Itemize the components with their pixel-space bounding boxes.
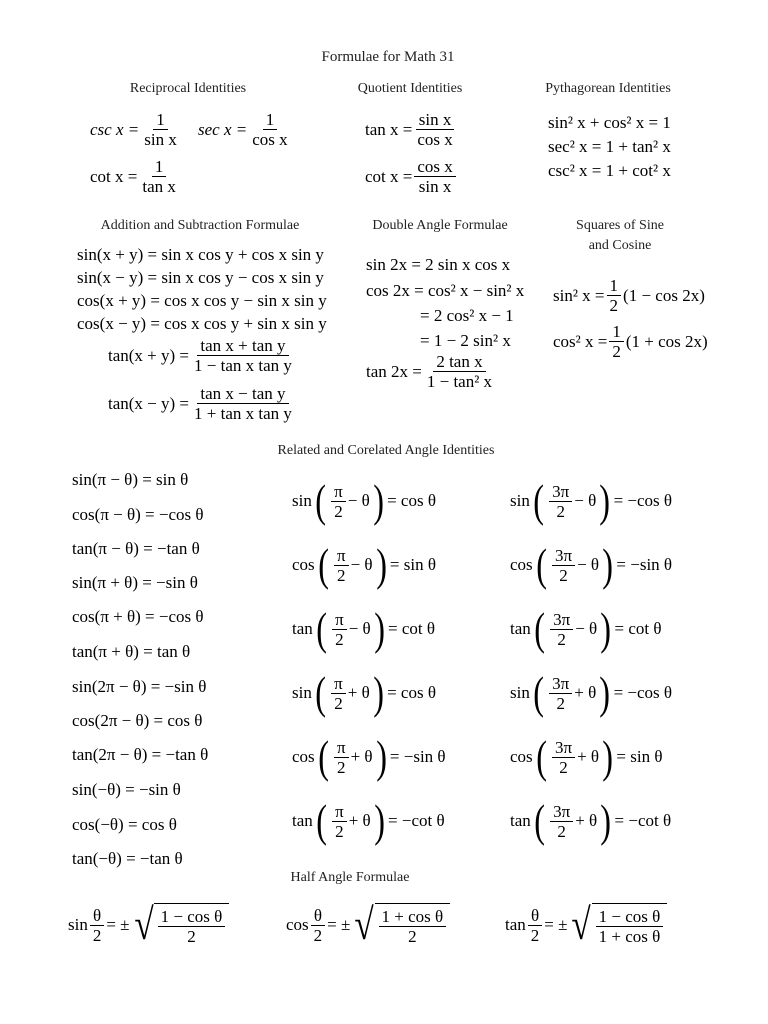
tan-q-num: sin x (416, 110, 455, 130)
sec-fraction (249, 110, 290, 149)
right1-fn: sin (510, 491, 530, 510)
mid3-fn: tan (292, 619, 313, 638)
cos-double-3: = 1 − 2 sin² x (420, 331, 511, 350)
csc-num: 1 (153, 110, 168, 130)
right3-op: − θ (575, 619, 598, 638)
right5-num: 3π (552, 738, 575, 758)
mid4-close-paren: ) (373, 667, 384, 718)
half-sin-theta: θ (90, 906, 104, 926)
right6-op: + θ (575, 811, 598, 830)
mid6-num: π (332, 802, 347, 822)
sin-sum: sin(x + y) = sin x cos y + cos x sin y (77, 245, 324, 264)
cos-squared (553, 322, 708, 361)
half-sin-fn: sin (68, 915, 88, 934)
related-left-6: tan(π + θ) = tan θ (72, 642, 191, 661)
mid2-fraction (334, 546, 349, 585)
mid6-fn: tan (292, 811, 313, 830)
mid6-close-paren: ) (373, 795, 385, 846)
related-left-7: sin(2π − θ) = −sin θ (72, 677, 207, 696)
right4-open-paren: ( (533, 667, 544, 718)
mid4-op: + θ (347, 683, 370, 702)
related-mid-3 (292, 603, 436, 654)
related-mid-4 (292, 667, 436, 718)
right1-rhs: = −cos θ (613, 491, 673, 510)
right4-den: 2 (556, 693, 565, 713)
pythagorean-2: sec² x = 1 + tan² x (548, 137, 671, 156)
half-tan-sqrt (569, 900, 667, 949)
half-tan-angle (528, 906, 543, 945)
mid3-rhs: = cot θ (388, 619, 436, 638)
mid6-open-paren: ( (316, 795, 327, 846)
squares-heading-1: Squares of Sine (576, 218, 664, 233)
related-mid-5 (292, 731, 446, 782)
half-cos-angle (311, 906, 326, 945)
cot-q-fraction (414, 157, 455, 196)
mid5-rhs: = −sin θ (389, 747, 446, 766)
half-tan-theta: θ (528, 906, 542, 926)
mid5-num: π (334, 738, 349, 758)
mid2-den: 2 (337, 565, 346, 585)
tan-double-lhs: tan 2x = (366, 361, 422, 381)
sec-identity (198, 110, 293, 149)
half-sin-den: 2 (187, 927, 196, 946)
tan-q-lhs: tan x = (365, 119, 413, 139)
mid4-rhs: = cos θ (387, 683, 436, 702)
csc-lhs: csc x = (90, 119, 140, 139)
cot-q-den: sin x (418, 177, 452, 196)
cos-half-den: 2 (612, 342, 621, 361)
sin-half-num: 1 (607, 276, 622, 296)
half-sin-angle (90, 906, 105, 945)
csc-fraction (141, 110, 180, 149)
tan-sum (108, 336, 297, 375)
half-sin (68, 900, 229, 949)
mid3-close-paren: ) (373, 603, 385, 654)
mid1-rhs: = cos θ (387, 491, 436, 510)
right6-num: 3π (550, 802, 573, 822)
cot-num: 1 (152, 157, 167, 177)
half-tan (505, 900, 667, 949)
tan-double-fraction (424, 352, 495, 391)
sin-squared-rhs: (1 − cos 2x) (623, 285, 705, 305)
csc-identity (90, 110, 182, 149)
cos-squared-half (609, 322, 624, 361)
reciprocal-heading: Reciprocal Identities (129, 81, 247, 96)
half-cos (286, 900, 450, 949)
cot-q-lhs: cot x = (365, 166, 413, 186)
right4-num: 3π (549, 674, 572, 694)
half-sin-two: 2 (92, 925, 102, 945)
mid1-open-paren: ( (315, 475, 326, 526)
related-right-1 (510, 475, 673, 526)
mid2-fn: cos (292, 555, 315, 574)
mid2-close-paren: ) (375, 539, 387, 590)
right5-fn: cos (510, 747, 533, 766)
mid4-den: 2 (334, 693, 343, 713)
half-tan-num: 1 − cos θ (596, 907, 664, 927)
mid4-fraction (331, 674, 346, 713)
right4-fraction (549, 674, 572, 713)
mid1-den: 2 (334, 501, 343, 521)
right5-op: + θ (577, 747, 600, 766)
right3-close-paren: ) (600, 603, 612, 654)
cos-squared-lhs: cos² x = (553, 331, 608, 351)
squares-heading-2: and Cosine (588, 238, 652, 253)
right2-num: 3π (552, 546, 575, 566)
right5-open-paren: ( (535, 731, 547, 782)
cos-diff: cos(x − y) = cos x cos y + sin x sin y (77, 314, 327, 333)
tan-diff (108, 384, 297, 423)
half-cos-fn: cos (286, 915, 309, 934)
sqrt-icon: √ (571, 900, 592, 949)
half-cos-theta: θ (311, 906, 325, 926)
sin-double: sin 2x = 2 sin x cos x (366, 255, 511, 274)
right2-op: − θ (577, 555, 600, 574)
mid5-close-paren: ) (375, 731, 387, 782)
sin-squared (553, 276, 705, 315)
related-right-2 (510, 539, 673, 590)
mid6-den: 2 (335, 821, 344, 841)
cot-fraction (139, 157, 179, 196)
mid5-open-paren: ( (317, 731, 329, 782)
cot-reciprocal-identity (90, 157, 181, 196)
right4-op: + θ (574, 683, 597, 702)
right2-rhs: = −sin θ (616, 555, 673, 574)
right1-fraction (549, 482, 572, 521)
half-sin-radicand (154, 903, 230, 947)
right2-close-paren: ) (602, 539, 614, 590)
right3-den: 2 (557, 629, 566, 649)
mid5-fraction (334, 738, 349, 777)
mid5-den: 2 (337, 757, 346, 777)
related-left-11: cos(−θ) = cos θ (72, 815, 177, 834)
mid6-rhs: = −cot θ (388, 811, 445, 830)
mid1-fn: sin (292, 491, 312, 510)
half-tan-two: 2 (530, 925, 540, 945)
right3-open-paren: ( (534, 603, 545, 654)
right1-op: − θ (574, 491, 597, 510)
right4-close-paren: ) (599, 667, 611, 718)
mid3-open-paren: ( (316, 603, 327, 654)
addition-heading: Addition and Subtraction Formulae (100, 218, 300, 233)
half-tan-pm: = ± (544, 915, 568, 934)
half-cos-num: 1 + cos θ (379, 907, 447, 927)
cot-quotient-identity (365, 157, 458, 196)
right5-den: 2 (559, 757, 568, 777)
quotient-heading: Quotient Identities (357, 81, 463, 96)
related-right-3 (510, 603, 662, 654)
related-right-4 (510, 667, 673, 718)
related-mid-2 (292, 539, 436, 590)
mid1-num: π (331, 482, 346, 502)
right6-den: 2 (557, 821, 566, 841)
right2-fn: cos (510, 555, 533, 574)
tan-q-den: cos x (417, 130, 453, 149)
pythagorean-1: sin² x + cos² x = 1 (548, 113, 671, 132)
right6-fraction (550, 802, 573, 841)
right2-open-paren: ( (535, 539, 547, 590)
right6-rhs: = −cot θ (614, 811, 672, 830)
tan-diff-fraction (191, 384, 295, 423)
mid3-num: π (332, 610, 347, 630)
sin-squared-lhs: sin² x = (553, 285, 605, 305)
tan-double-num: 2 tan x (433, 352, 485, 372)
right6-open-paren: ( (534, 795, 545, 846)
cos-double-1: cos 2x = cos² x − sin² x (366, 281, 525, 300)
csc-den: sin x (144, 130, 177, 149)
half-cos-pm: = ± (327, 915, 351, 934)
mid4-num: π (331, 674, 346, 694)
tan-q-fraction (414, 110, 455, 149)
pythagorean-heading: Pythagorean Identities (545, 81, 671, 96)
mid3-den: 2 (335, 629, 344, 649)
tan-diff-num: tan x − tan y (197, 384, 288, 404)
right3-fn: tan (510, 619, 531, 638)
related-mid-1 (292, 475, 436, 526)
sqrt-icon: √ (133, 900, 154, 949)
mid6-op: + θ (348, 811, 371, 830)
related-left-2: cos(π − θ) = −cos θ (72, 505, 204, 524)
cos-sum: cos(x + y) = cos x cos y − sin x sin y (77, 291, 327, 310)
sec-lhs: sec x = (198, 119, 248, 139)
right3-num: 3π (550, 610, 573, 630)
page-title: Formulae for Math 31 (321, 49, 455, 65)
related-right-6 (510, 795, 672, 846)
half-tan-fn: tan (505, 915, 526, 934)
related-mid-6 (292, 795, 445, 846)
related-left-3: tan(π − θ) = −tan θ (72, 539, 200, 558)
double-heading: Double Angle Formulae (372, 218, 508, 233)
sin-squared-half (607, 276, 622, 315)
half-sin-num: 1 − cos θ (158, 907, 226, 927)
half-sin-fraction (158, 907, 226, 946)
right2-fraction (552, 546, 575, 585)
tan-diff-den: 1 + tan x tan y (194, 404, 292, 423)
half-cos-two: 2 (313, 925, 323, 945)
right4-rhs: = −cos θ (613, 683, 673, 702)
right5-fraction (552, 738, 575, 777)
mid3-fraction (332, 610, 347, 649)
related-left-12: tan(−θ) = −tan θ (72, 849, 183, 868)
related-left-5: cos(π + θ) = −cos θ (72, 607, 204, 626)
related-left-8: cos(2π − θ) = cos θ (72, 711, 203, 730)
sin-diff: sin(x − y) = sin x cos y − cos x sin y (77, 268, 324, 287)
cos-squared-rhs: (1 + cos 2x) (625, 331, 708, 351)
right1-den: 2 (556, 501, 565, 521)
half-sin-sqrt (132, 900, 230, 949)
mid2-rhs: = sin θ (389, 555, 436, 574)
related-left-4: sin(π + θ) = −sin θ (72, 573, 198, 592)
right6-fn: tan (510, 811, 531, 830)
right5-rhs: = sin θ (616, 747, 663, 766)
right5-close-paren: ) (602, 731, 614, 782)
sqrt-icon: √ (354, 900, 375, 949)
pythagorean-3: csc² x = 1 + cot² x (548, 161, 671, 180)
half-tan-fraction (596, 907, 664, 946)
related-left-1: sin(π − θ) = sin θ (72, 470, 189, 489)
right3-rhs: = cot θ (614, 619, 662, 638)
tan-double (366, 352, 497, 391)
tan-double-den: 1 − tan² x (426, 372, 493, 391)
tan-sum-lhs: tan(x + y) = (108, 345, 190, 365)
half-cos-den: 2 (408, 927, 417, 946)
right4-fn: sin (510, 683, 530, 702)
cos-double-2: = 2 cos² x − 1 (420, 306, 514, 325)
right1-close-paren: ) (599, 475, 611, 526)
mid4-open-paren: ( (315, 667, 326, 718)
tan-sum-den: 1 − tan x tan y (194, 356, 292, 375)
tan-quotient-identity (365, 110, 458, 149)
related-left-10: sin(−θ) = −sin θ (72, 780, 181, 799)
mid5-op: + θ (350, 747, 373, 766)
mid1-op: − θ (347, 491, 370, 510)
mid1-fraction (331, 482, 346, 521)
related-heading: Related and Corelated Angle Identities (277, 443, 495, 458)
right6-close-paren: ) (600, 795, 612, 846)
mid6-fraction (332, 802, 347, 841)
tan-sum-fraction (191, 336, 295, 375)
half-cos-radicand (375, 903, 451, 947)
half-tan-den: 1 + cos θ (598, 927, 661, 946)
right2-den: 2 (559, 565, 568, 585)
sec-num: 1 (263, 110, 278, 130)
half-tan-radicand (592, 903, 668, 947)
mid5-fn: cos (292, 747, 315, 766)
right3-fraction (550, 610, 573, 649)
sin-half-den: 2 (609, 296, 619, 315)
cos-half-num: 1 (609, 322, 624, 342)
sec-den: cos x (252, 130, 288, 149)
related-left-9: tan(2π − θ) = −tan θ (72, 745, 209, 764)
cot-lhs: cot x = (90, 166, 138, 186)
cot-den: tan x (142, 177, 176, 196)
half-cos-sqrt (352, 900, 450, 949)
right1-num: 3π (549, 482, 572, 502)
mid1-close-paren: ) (373, 475, 384, 526)
tan-diff-lhs: tan(x − y) = (108, 393, 190, 413)
mid2-op: − θ (350, 555, 373, 574)
half-heading: Half Angle Formulae (290, 870, 410, 885)
mid4-fn: sin (292, 683, 312, 702)
cot-q-num: cos x (414, 157, 455, 177)
related-right-5 (510, 731, 663, 782)
tan-sum-num: tan x + tan y (197, 336, 288, 356)
mid2-num: π (334, 546, 349, 566)
half-cos-fraction (379, 907, 447, 946)
mid3-op: − θ (348, 619, 371, 638)
half-sin-pm: = ± (106, 915, 130, 934)
right1-open-paren: ( (533, 475, 544, 526)
mid2-open-paren: ( (317, 539, 329, 590)
